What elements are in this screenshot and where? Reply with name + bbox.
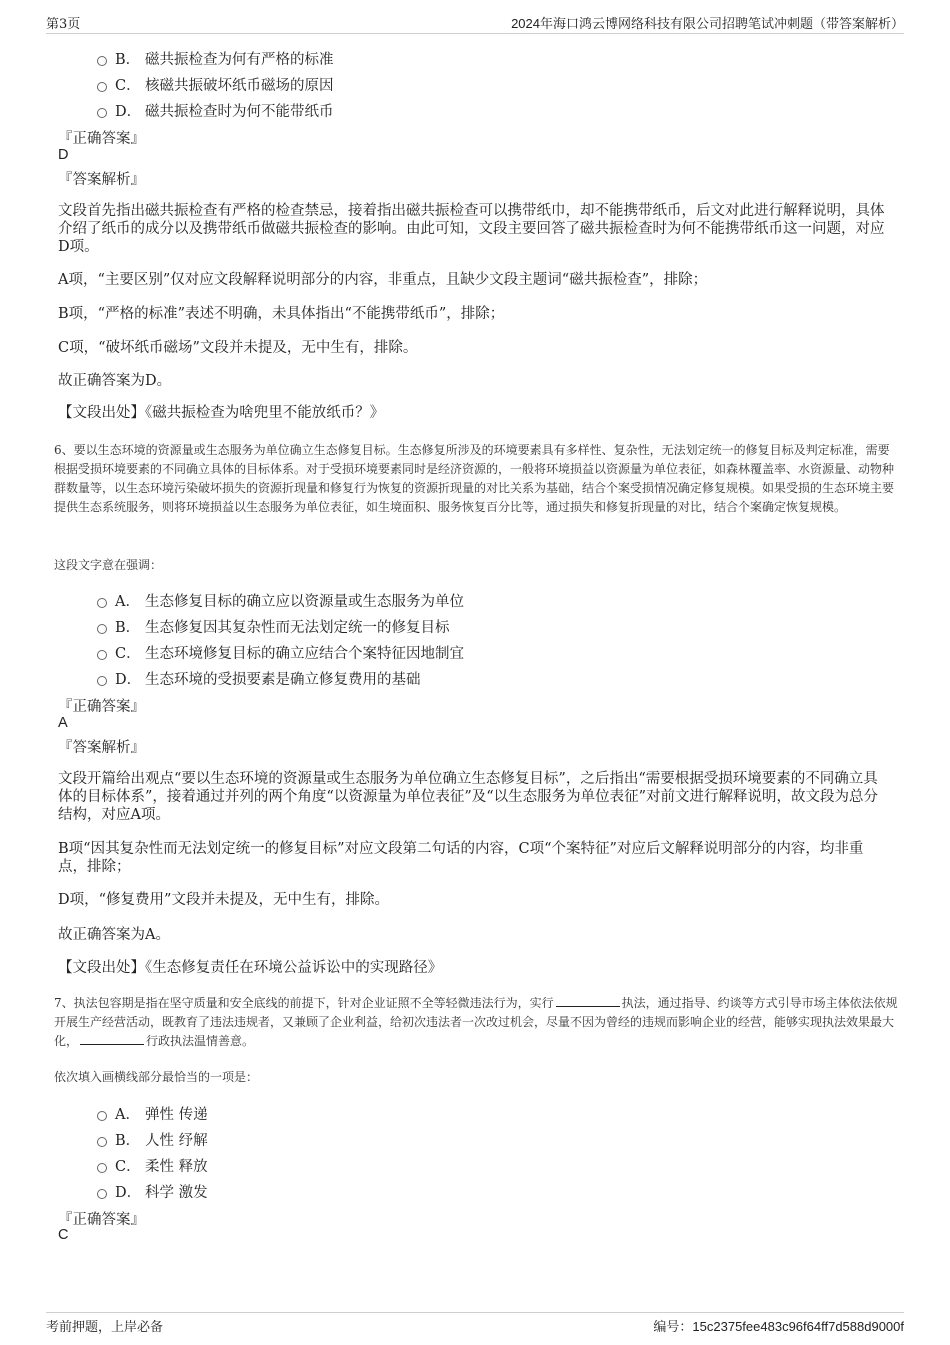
radio-icon[interactable] <box>97 624 107 634</box>
q6-option-c[interactable]: C． 生态环境修复目标的确立应结合个案特征因地制宜 <box>97 642 464 663</box>
radio-icon[interactable] <box>97 650 107 660</box>
footer-slogan: 考前押题，上岸必备 <box>46 1320 164 1335</box>
q5-option-c[interactable]: C． 核磁共振破坏纸币磁场的原因 <box>97 74 334 95</box>
q7-answer: C <box>58 1227 69 1243</box>
q7-question: 7、执法包容期是指在坚守质量和安全底线的前提下，针对企业证照不全等轻微违法行为，实行 执法，通过指导、约谈等方式引导市场主体依法依规开展生产经营活动，既教育了违法违规者，又兼顾了企业利益，给初次违法者一次改过机会，尽量不因为曾经的违规而影响企业的经营，能够实现执法效果最大化， 行政执法温情善意。 <box>54 996 898 1048</box>
q6-answer-label: 『正确答案』 <box>58 699 145 715</box>
q6-analysis-label: 『答案解析』 <box>58 740 145 756</box>
q5-option-b[interactable]: B． 磁共振检查为何有严格的标准 <box>97 48 334 69</box>
q6-answer: A <box>58 715 68 731</box>
radio-icon[interactable] <box>97 1163 107 1173</box>
q5-analysis-label: 『答案解析』 <box>58 172 145 188</box>
q6-analysis-p3: D项，“修复费用”文段并未提及，无中生有，排除。 <box>58 892 389 908</box>
q5-analysis-p5: 故正确答案为D。 <box>58 373 172 389</box>
document-code: 编号：15c2375fee483c96f64ff7d588d9000f <box>653 1319 904 1335</box>
q6-stem: 这段文字意在强调： <box>54 558 163 572</box>
q5-analysis-p4: C项，“破坏纸币磁场”文段并未提及，无中生有，排除。 <box>58 340 418 356</box>
radio-icon[interactable] <box>97 1137 107 1147</box>
q5-source: 【文段出处】《磁共振检查为啥兜里不能放纸币？》 <box>58 405 385 421</box>
radio-icon[interactable] <box>97 108 107 118</box>
q7-option-d[interactable]: D． 科学 激发 <box>97 1181 208 1202</box>
q7-option-c[interactable]: C． 柔性 释放 <box>97 1155 208 1176</box>
q7-stem: 依次填入画横线部分最恰当的一项是： <box>54 1070 259 1084</box>
q6-source: 【文段出处】《生态修复责任在环境公益诉讼中的实现路径》 <box>58 960 443 976</box>
q7-option-b[interactable]: B． 人性 纾解 <box>97 1129 208 1150</box>
q5-analysis-p3: B项，“严格的标准”表述不明确，未具体指出“不能携带纸币”，排除； <box>58 306 505 322</box>
radio-icon[interactable] <box>97 82 107 92</box>
page-footer <box>46 1312 904 1335</box>
radio-icon[interactable] <box>97 598 107 608</box>
q6-option-d[interactable]: D． 生态环境的受损要素是确立修复费用的基础 <box>97 668 421 689</box>
page-header <box>46 14 904 34</box>
page-number: 第3页 <box>46 17 81 32</box>
q5-analysis-p2: A项，“主要区别”仅对应文段解释说明部分的内容，非重点，且缺少文段主题词“磁共振检查”，排除； <box>58 272 708 288</box>
q6-analysis-p1: 文段开篇给出观点“要以生态环境的资源量或生态服务为单位确立生态修复目标”，之后指出“需要根据受损环境要素的不同确立具体的目标体系”，接着通过并列的两个角度“以资源量为单位表征”及“以生态服务为单位表征”对前文进行解释说明，故文段为总分结构，对应A项。 <box>58 771 879 823</box>
q5-answer-label: 『正确答案』 <box>58 131 145 147</box>
blank-line-2 <box>80 1034 144 1045</box>
q7-option-a[interactable]: A． 弹性 传递 <box>97 1103 208 1124</box>
q5-answer: D <box>58 147 69 163</box>
radio-icon[interactable] <box>97 1189 107 1199</box>
q5-option-d[interactable]: D． 磁共振检查时为何不能带纸币 <box>97 100 334 121</box>
q6-analysis-p4: 故正确答案为A。 <box>58 927 170 943</box>
q5-analysis-p1: 文段首先指出磁共振检查有严格的检查禁忌，接着指出磁共振检查可以携带纸巾，却不能携带纸币，后文对此进行解释说明，具体介绍了纸币的成分以及携带纸币做磁共振检查的影响。由此可知，文段主要回答了磁共振检查时为何不能携带纸币这一问题，对应D项。 <box>58 203 885 255</box>
q7-answer-label: 『正确答案』 <box>58 1212 145 1228</box>
q6-option-b[interactable]: B． 生态修复因其复杂性而无法划定统一的修复目标 <box>97 616 450 637</box>
radio-icon[interactable] <box>97 56 107 66</box>
q6-question: 6、要以生态环境的资源量或生态服务为单位确立生态修复目标。生态修复所涉及的环境要素具有多样性、复杂性，无法划定统一的修复目标及判定标准，需要根据受损环境要素的不同确立具体的目标体系。对于受损环境要素同时是经济资源的，一般将环境损益以资源量为单位表征，如森林覆盖率、水资源量、动物种群数量等，以生态环境污染破坏损失的资源折现量和修复行为恢复的资源折现量的对比关系为基础，结合个案受损情况确定修复规模。如果受损的生态环境主要提供生态系统服务，则将环境损益以生态服务为单位表征，如生境面积、服务恢复百分比等，通过损失和修复折现量的对比，结合个案确定恢复规模。 <box>54 443 895 514</box>
radio-icon[interactable] <box>97 676 107 686</box>
radio-icon[interactable] <box>97 1111 107 1121</box>
blank-line-1 <box>556 996 620 1007</box>
q6-option-a[interactable]: A． 生态修复目标的确立应以资源量或生态服务为单位 <box>97 590 464 611</box>
document-title: 2024年海口鸿云博网络科技有限公司招聘笔试冲刺题（带答案解析） <box>511 16 904 31</box>
q6-analysis-p2: B项“因其复杂性而无法划定统一的修复目标”对应文段第二句话的内容，C项“个案特征”对应后文解释说明部分的内容，均非重点，排除； <box>58 841 864 875</box>
